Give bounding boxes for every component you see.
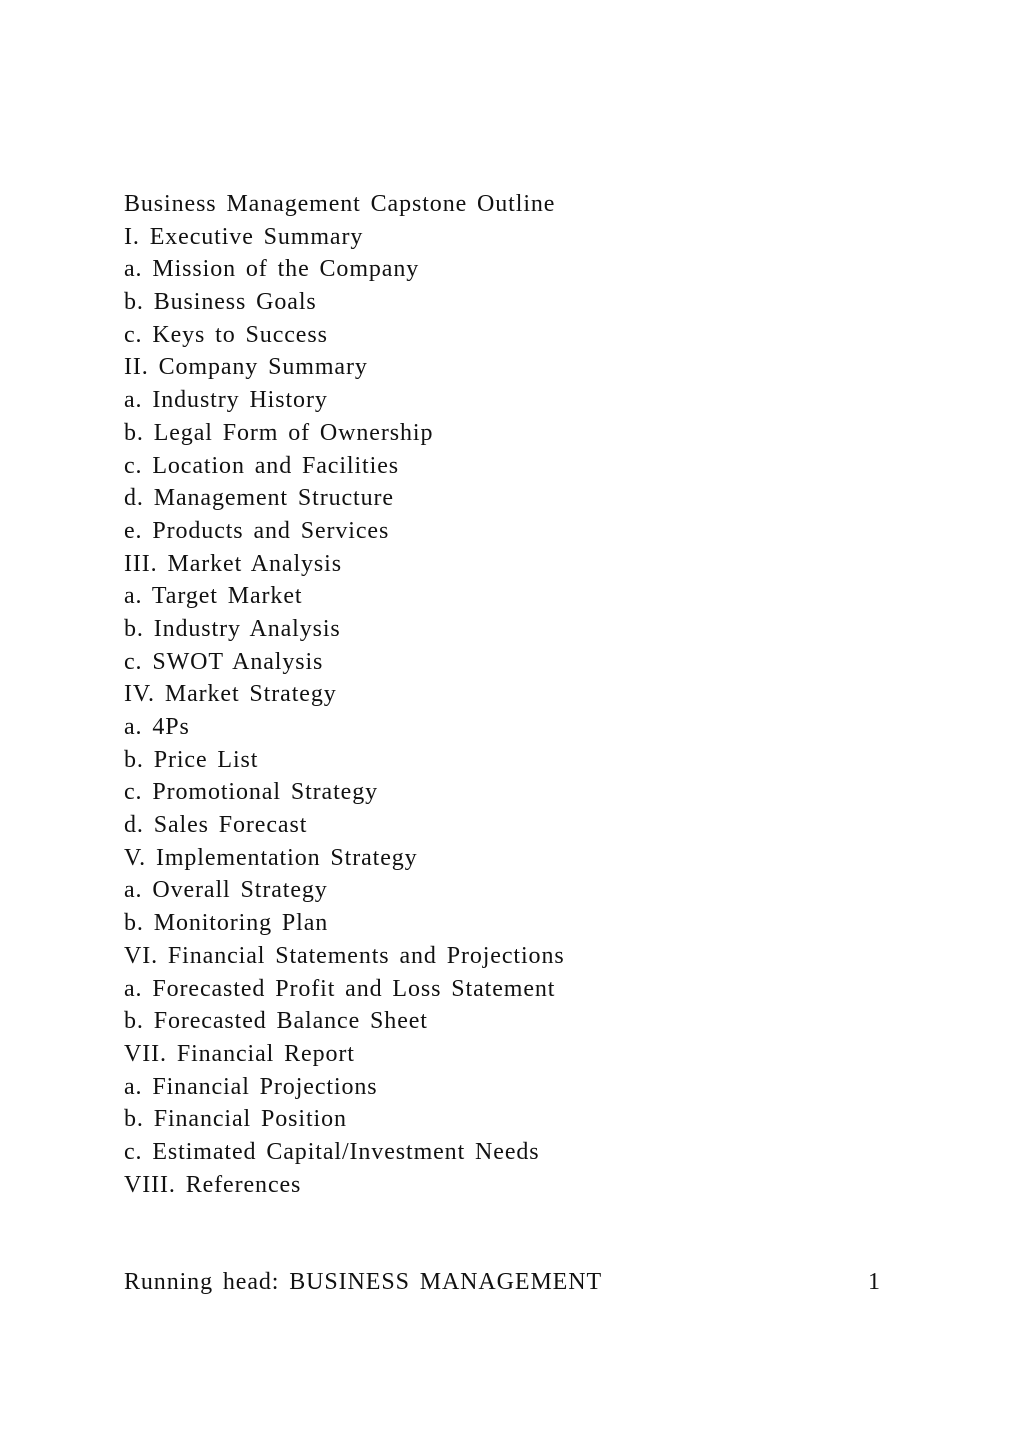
outline-list <box>124 188 565 1201</box>
outline-item: a. Overall Strategy <box>124 877 328 904</box>
outline-item: c. SWOT Analysis <box>124 648 324 675</box>
outline-item: b. Forecasted Balance Sheet <box>124 1008 428 1035</box>
outline-item: c. Estimated Capital/Investment Needs <box>124 1138 540 1165</box>
outline-item: b. Business Goals <box>124 289 317 316</box>
outline-item: a. Mission of the Company <box>124 256 420 283</box>
outline-item: b. Financial Position <box>124 1106 347 1133</box>
outline-item: a. 4Ps <box>124 714 190 740</box>
outline-item: c. Location and Facilities <box>124 452 399 479</box>
outline-section: VIII. References <box>124 1171 302 1198</box>
outline-item: b. Price List <box>124 746 259 773</box>
outline-section: I. Executive Summary <box>124 223 364 250</box>
outline-item: b. Legal Form of Ownership <box>124 419 434 446</box>
outline-item: d. Management Structure <box>124 485 394 512</box>
outline-item: a. Forecasted Profit and Loss Statement <box>124 975 556 1002</box>
outline-item: b. Monitoring Plan <box>124 910 329 937</box>
outline-item: a. Target Market <box>124 583 303 610</box>
outline-item: b. Industry Analysis <box>124 615 341 642</box>
running-head <box>124 1266 881 1298</box>
outline-section: IV. Market Strategy <box>124 681 337 708</box>
outline-section: II. Company Summary <box>124 354 368 381</box>
outline-item: d. Sales Forecast <box>124 812 308 839</box>
outline-item: c. Keys to Success <box>124 321 328 348</box>
outline-item: e. Products and Services <box>124 517 390 544</box>
outline-section: III. Market Analysis <box>124 550 342 577</box>
outline-item: a. Financial Projections <box>124 1073 378 1100</box>
outline-item: a. Industry History <box>124 387 328 414</box>
outline-section: V. Implementation Strategy <box>124 844 418 871</box>
outline-section: VII. Financial Report <box>124 1040 355 1067</box>
page-number: 1 <box>868 1269 881 1295</box>
outline-section: VI. Financial Statements and Projections <box>124 942 565 969</box>
running-head-text: Running head: BUSINESS MANAGEMENT <box>124 1269 603 1295</box>
outline-title: Business Management Capstone Outline <box>124 191 556 217</box>
outline-item: c. Promotional Strategy <box>124 779 378 806</box>
